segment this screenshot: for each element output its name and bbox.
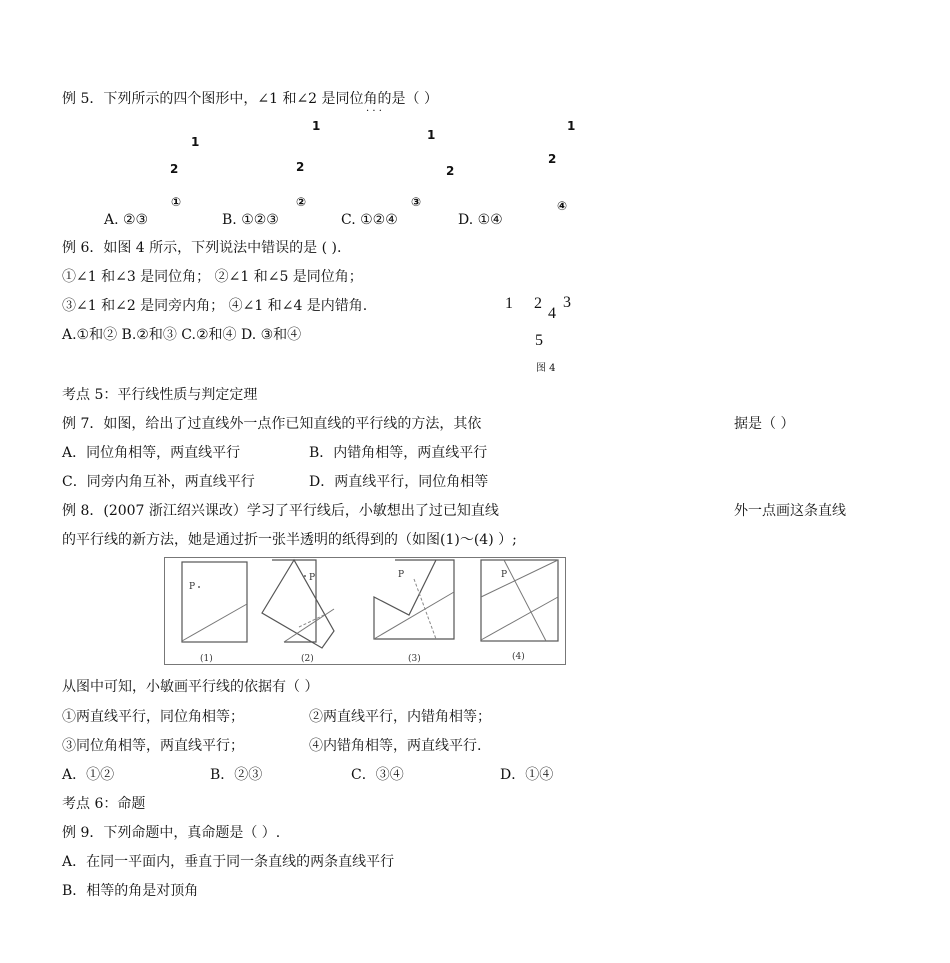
- ex5-question: 例 5．下列所示的四个图形中，∠1 和∠2 是同位角的是（ ）: [62, 91, 438, 107]
- ex8-statement-1: ①两直线平行，同位角相等；: [62, 709, 244, 725]
- ex9-question: 例 9．下列命题中，真命题是（ ）.: [62, 825, 281, 841]
- fig3-mark: ③: [411, 195, 422, 209]
- ex8-line2: 的平行线的新方法，她是通过折一张半透明的纸得到的（如图(1)～(4) ）;: [62, 532, 517, 548]
- ex6-options: A.①和② B.②和③ C.②和④ D. ③和④: [62, 327, 302, 343]
- ex8-option-d: D．①④: [500, 767, 554, 783]
- ex7-option-d: D．两直线平行，同位角相等: [309, 474, 489, 490]
- fig4-number-2: 2: [534, 295, 542, 312]
- fig4-number-1: 1: [505, 295, 513, 312]
- fig4-number-3: 3: [563, 294, 571, 311]
- fig2-label-1: 1: [312, 119, 321, 133]
- fig1-mark: ①: [171, 195, 182, 209]
- ex5-option-b: B. ①②③: [222, 212, 279, 228]
- fig4-label-1: 1: [567, 119, 576, 133]
- ex8-question: 例 8．(2007 浙江绍兴课改）学习了平行线后，小敏想出了过已知直线: [62, 503, 499, 519]
- ex5-option-c: C. ①②④: [341, 212, 398, 228]
- fig1-label-2: 2: [170, 162, 179, 176]
- p-label-3: P: [398, 570, 405, 580]
- figure-caption-3: (3): [408, 654, 421, 664]
- ex8-question-end: 外一点画这条直线: [734, 503, 846, 519]
- p-label-2: P: [309, 573, 316, 583]
- kp5-heading: 考点 5：平行线性质与判定定理: [62, 387, 258, 403]
- ex7-option-c: C．同旁内角互补，两直线平行: [62, 474, 255, 490]
- ex8-option-a: A．①②: [62, 767, 115, 783]
- ex8-statement-3: ③同位角相等，两直线平行；: [62, 738, 244, 754]
- fig4-label-2: 2: [548, 152, 557, 166]
- figure-caption-2: (2): [301, 654, 314, 664]
- kp6-heading: 考点 6：命题: [62, 796, 146, 812]
- ex9-option-a: A．在同一平面内，垂直于同一条直线的两条直线平行: [62, 854, 395, 870]
- fig3-label-1: 1: [427, 128, 436, 142]
- fig3-label-2: 2: [446, 164, 455, 178]
- figure-caption-4: (4): [512, 652, 525, 662]
- ex8-option-c: C．③④: [351, 767, 404, 783]
- ex7-question: 例 7．如图，给出了过直线外一点作已知直线的平行线的方法，其依: [62, 416, 482, 432]
- ex8-statement-2: ②两直线平行，内错角相等；: [309, 709, 491, 725]
- ex6-question: 例 6．如图 4 所示，下列说法中错误的是 ( ).: [62, 240, 342, 256]
- ex9-option-b: B．相等的角是对顶角: [62, 883, 199, 899]
- ex6-line2: ③∠1 和∠2 是同旁内角； ④∠1 和∠4 是内错角.: [62, 298, 368, 314]
- p-label-4: P: [501, 570, 508, 580]
- ex5-option-d: D. ①④: [458, 212, 503, 228]
- fig4-caption: 图 4: [536, 363, 556, 374]
- ex5-option-a: A. ②③: [104, 212, 149, 228]
- fig2-label-2: 2: [296, 160, 305, 174]
- emphasis-dots: · · ·: [366, 106, 382, 117]
- fig4-number-4: 4: [548, 305, 556, 322]
- ex6-line1: ①∠1 和∠3 是同位角； ②∠1 和∠5 是同位角；: [62, 269, 363, 285]
- fig4-number-5: 5: [535, 332, 543, 349]
- fig4-mark: ④: [557, 199, 568, 213]
- fig2-mark: ②: [296, 195, 307, 209]
- ex8-question2: 从图中可知，小敏画平行线的依据有（ ）: [62, 679, 319, 695]
- ex8-option-b: B．②③: [210, 767, 263, 783]
- ex7-option-a: A．同位角相等，两直线平行: [62, 445, 241, 461]
- p-label-1: P: [189, 582, 196, 592]
- ex8-statement-4: ④内错角相等，两直线平行.: [309, 738, 482, 754]
- ex7-option-b: B．内错角相等，两直线平行: [309, 445, 488, 461]
- figure-caption-1: (1): [200, 654, 213, 664]
- ex7-question-end: 据是（ ）: [734, 416, 795, 432]
- fig1-label-1: 1: [191, 135, 200, 149]
- ex8-folding-figure: [164, 557, 566, 665]
